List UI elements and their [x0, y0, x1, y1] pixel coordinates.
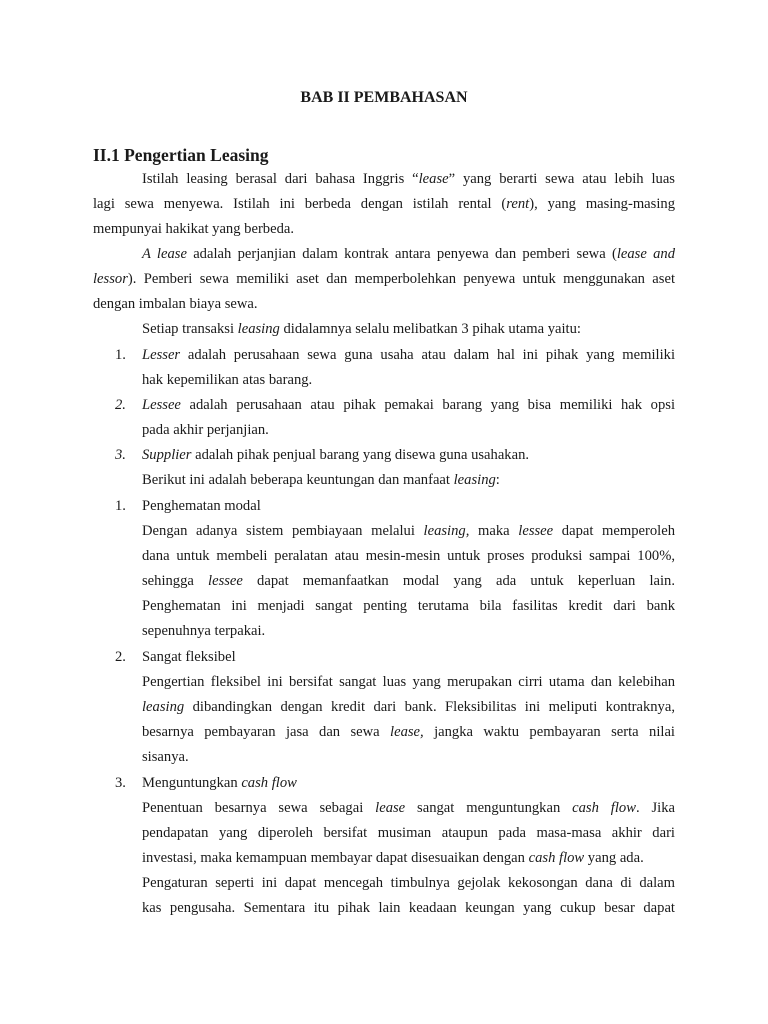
- italic-text: leasing: [142, 699, 185, 715]
- list-number: 1.: [115, 347, 126, 363]
- section-heading: II.1 Pengertian Leasing: [93, 145, 269, 165]
- text-run: dengan imbalan biaya sewa.: [93, 296, 258, 312]
- text-run: dana untuk membeli peralatan atau mesin-mesin untuk proses produksi sampai 100%,: [142, 548, 675, 564]
- text-run: yang ada.: [584, 850, 644, 866]
- text-line: [142, 748, 189, 766]
- text-line: [93, 295, 258, 313]
- italic-text: leasing,: [423, 523, 470, 539]
- italic-text: cash flow: [528, 850, 585, 866]
- text-line: [142, 774, 297, 792]
- text-run: Penentuan besarnya sewa sebagai: [142, 800, 376, 816]
- text-line: [142, 446, 529, 464]
- text-line: [142, 346, 675, 364]
- italic-text: A lease: [142, 246, 187, 262]
- text-run: :: [495, 472, 500, 488]
- italic-text: rent: [506, 196, 530, 212]
- italic-text: Supplier: [142, 447, 192, 463]
- italic-text: Lesser: [142, 347, 181, 363]
- italic-text: lease: [375, 800, 406, 816]
- list-number: 3.: [115, 775, 126, 791]
- text-run: Dengan adanya sistem pembiayaan melalui: [142, 523, 424, 539]
- text-run: sehingga: [142, 573, 209, 589]
- text-run: mempunyai hakikat yang berbeda.: [93, 221, 294, 237]
- text-run: ” yang berarti sewa atau lebih luas: [448, 171, 675, 187]
- text-line: [142, 396, 675, 414]
- text-run: Pengertian fleksibel ini bersifat sangat luas yang merupakan cirri utama dan kelebihan: [142, 674, 675, 690]
- text-run: hak kepemilikan atas barang.: [142, 372, 313, 388]
- text-line: [93, 220, 294, 238]
- text-run: ), yang masing-masing: [529, 196, 675, 212]
- text-run: Berikut ini adalah beberapa keuntungan dan manfaat: [142, 472, 454, 488]
- text-line: [142, 799, 675, 817]
- text-line: [142, 572, 675, 590]
- text-line: [142, 320, 581, 338]
- text-line: [142, 723, 675, 741]
- text-run: sangat menguntungkan: [405, 800, 573, 816]
- list-number: 2.: [115, 397, 126, 413]
- text-line: [142, 371, 312, 389]
- text-line: [142, 648, 236, 666]
- text-run: Istilah leasing berasal dari bahasa Inggris “: [142, 171, 419, 187]
- list-number: 1.: [115, 498, 126, 514]
- text-line: [142, 673, 675, 691]
- text-run: adalah pihak penjual barang yang disewa guna usahakan.: [191, 447, 530, 463]
- text-line: [142, 622, 265, 640]
- text-run: Sangat fleksibel: [142, 649, 236, 665]
- italic-text: lease and: [616, 246, 675, 262]
- text-run: adalah perusahaan sewa guna usaha atau dalam hal ini pihak yang memiliki: [180, 347, 675, 363]
- text-run: sisanya.: [142, 749, 189, 765]
- text-run: ). Pemberi sewa memiliki aset dan memperbolehkan penyewa untuk menggunakan aset: [127, 271, 675, 287]
- text-line: [142, 497, 261, 515]
- text-run: dapat memanfaatkan modal yang ada untuk keperluan lain.: [242, 573, 675, 589]
- text-line: [142, 849, 644, 867]
- text-run: dibandingkan dengan kredit dari bank. Fleksibilitas ini meliputi kontraknya,: [184, 699, 675, 715]
- text-run: adalah perusahaan atau pihak pemakai barang yang bisa memiliki hak opsi: [180, 397, 675, 413]
- text-run: besarnya pembayaran jasa dan sewa: [142, 724, 391, 740]
- text-run: sepenuhnya terpakai.: [142, 623, 266, 639]
- text-run: dapat memperoleh: [553, 523, 675, 539]
- italic-text: lessor: [93, 271, 128, 287]
- chapter-title: BAB II PEMBAHASAN: [300, 89, 468, 106]
- text-run: didalamnya selalu melibatkan 3 pihak utama yaitu:: [279, 321, 581, 337]
- list-number: 2.: [115, 649, 126, 665]
- text-run: Penghematan ini menjadi sangat penting terutama bila fasilitas kredit dari bank: [142, 598, 675, 614]
- text-line: [142, 698, 675, 716]
- text-run: kas pengusaha. Sementara itu pihak lain keadaan keungan yang cukup besar dapat: [142, 900, 675, 916]
- text-run: investasi, maka kemampuan membayar dapat disesuaikan dengan: [142, 850, 529, 866]
- italic-text: Lessee: [142, 397, 181, 413]
- text-line: [93, 195, 675, 213]
- text-run: maka: [469, 523, 519, 539]
- text-run: Pengaturan seperti ini dapat mencegah timbulnya gejolak kekosongan dana di dalam: [142, 875, 675, 891]
- text-run: Penghematan modal: [142, 498, 261, 514]
- text-line: [142, 245, 675, 263]
- italic-text: leasing: [237, 321, 280, 337]
- italic-text: lessee: [208, 573, 243, 589]
- text-line: [142, 170, 675, 188]
- text-line: [142, 597, 675, 615]
- italic-text: cash flow: [241, 775, 297, 791]
- text-line: [142, 899, 675, 917]
- text-line: [142, 874, 675, 892]
- italic-text: lease,: [390, 724, 424, 740]
- text-line: [142, 421, 269, 439]
- text-run: adalah perjanjian dalam kontrak antara penyewa dan pemberi sewa (: [186, 246, 617, 262]
- text-run: . Jika: [635, 800, 676, 816]
- text-line: [142, 522, 675, 540]
- italic-text: cash flow: [572, 800, 636, 816]
- list-number: 3.: [115, 447, 126, 463]
- text-run: Setiap transaksi: [142, 321, 238, 337]
- text-line: [142, 824, 675, 842]
- italic-text: leasing: [453, 472, 496, 488]
- italic-text: lessee: [518, 523, 554, 539]
- text-run: pendapatan yang diperoleh bersifat musiman ataupun pada masa-masa akhir dari: [142, 825, 675, 841]
- text-line: [93, 270, 675, 288]
- text-run: pada akhir perjanjian.: [142, 422, 269, 438]
- text-run: jangka waktu pembayaran serta nilai: [423, 724, 675, 740]
- text-line: [142, 547, 675, 565]
- italic-text: lease: [418, 171, 449, 187]
- text-line: [142, 471, 500, 489]
- text-run: Menguntungkan: [142, 775, 242, 791]
- text-run: lagi sewa menyewa. Istilah ini berbeda dengan istilah rental (: [93, 196, 507, 212]
